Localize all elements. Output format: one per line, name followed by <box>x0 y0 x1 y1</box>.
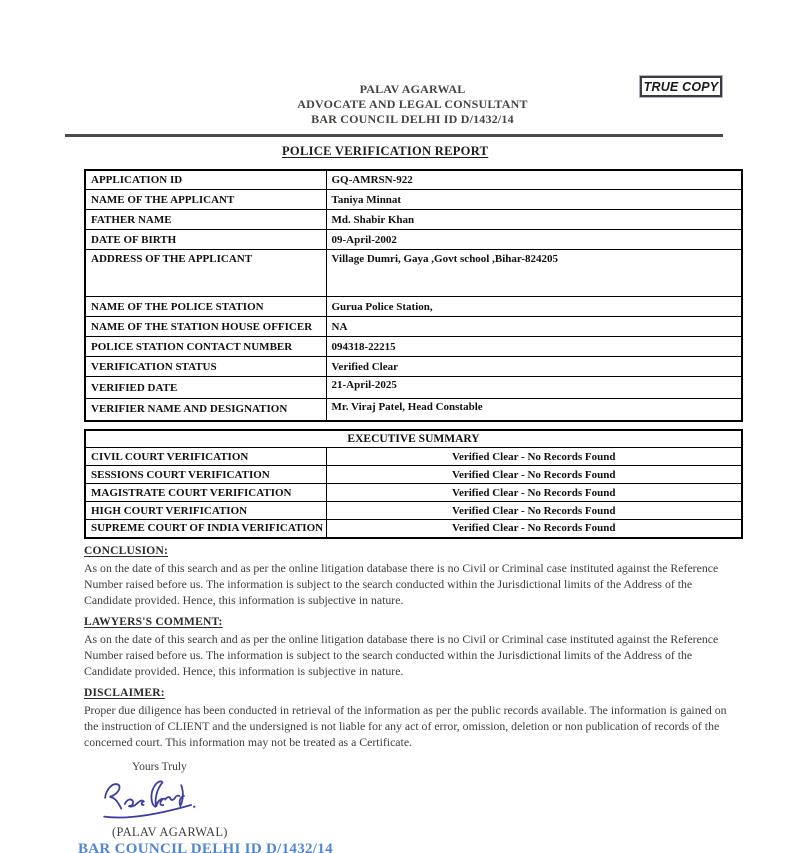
section-conclusion <box>84 545 741 608</box>
section-heading: CONCLUSION: <box>84 544 168 557</box>
page-title: POLICE VERIFICATION REPORT <box>282 143 489 158</box>
row-value: GQ-AMRSN-922 <box>326 170 742 190</box>
table-row <box>85 466 742 484</box>
table-row <box>85 399 742 421</box>
row-label: ADDRESS OF THE APPLICANT <box>85 250 326 297</box>
row-value: Verified Clear - No Records Found <box>326 448 742 466</box>
signatory-name: (PALAV AGARWAL) <box>112 824 228 839</box>
row-value: Verified Clear - No Records Found <box>326 484 742 502</box>
row-value: Taniya Minnat <box>326 190 742 210</box>
letterhead-bar-id: BAR COUNCIL DELHI ID D/1432/14 <box>311 112 514 126</box>
letterhead-role: ADVOCATE AND LEGAL CONSULTANT <box>297 97 528 111</box>
row-label: VERIFICATION STATUS <box>85 357 326 377</box>
handwritten-signature-icon <box>96 779 202 822</box>
table-row <box>85 377 742 399</box>
section-lawyers-comment <box>84 616 741 679</box>
table-row <box>85 337 742 357</box>
letterhead-name: PALAV AGARWAL <box>359 82 466 96</box>
section-body: As on the date of this search and as per the online litigation database there is no Civil or Criminal case instituted against the Reference Number raised before us. The information is subject to the search conducted within the Jurisdictional limits of the Address of the Candidate provided. Hence, this information is subjective in nature. <box>84 560 719 607</box>
row-label: NAME OF THE POLICE STATION <box>85 297 326 317</box>
executive-summary-table <box>84 429 743 539</box>
table-row <box>85 170 742 190</box>
row-label: MAGISTRATE COURT VERIFICATION <box>85 484 326 502</box>
row-value: NA <box>326 317 742 337</box>
section-body: As on the date of this search and as per the online litigation database there is no Civil or Criminal case instituted against the Reference Number raised before us. The information is subject to the search conducted within the Jurisdictional limits of the Address of the Candidate provided. Hence, this information is subjective in nature. <box>84 631 719 678</box>
row-label: HIGH COURT VERIFICATION <box>85 502 326 520</box>
table-row <box>85 230 742 250</box>
section-heading: DISCLAIMER: <box>84 686 165 699</box>
row-label: APPLICATION ID <box>85 170 326 190</box>
row-value: Verified Clear <box>326 357 742 377</box>
row-label: POLICE STATION CONTACT NUMBER <box>85 337 326 357</box>
table-row <box>85 250 742 297</box>
row-value: Mr. Viraj Patel, Head Constable <box>326 399 742 421</box>
table-row <box>85 448 742 466</box>
executive-summary-header-row <box>85 430 742 448</box>
executive-summary-title: EXECUTIVE SUMMARY <box>85 430 742 448</box>
row-label: VERIFIER NAME AND DESIGNATION <box>85 399 326 421</box>
row-value: Verified Clear - No Records Found <box>326 520 742 538</box>
row-value: Md. Shabir Khan <box>326 210 742 230</box>
salutation: Yours Truly <box>132 760 187 773</box>
row-label: SESSIONS COURT VERIFICATION <box>85 466 326 484</box>
table-row <box>85 190 742 210</box>
table-row <box>85 210 742 230</box>
row-value: Verified Clear - No Records Found <box>326 466 742 484</box>
row-value: 094318-22215 <box>326 337 742 357</box>
row-value: Village Dumri, Gaya ,Govt school ,Bihar-824205 <box>326 250 742 297</box>
true-copy-stamp-label: TRUE COPY <box>643 79 719 94</box>
report-table <box>84 169 743 422</box>
row-label: FATHER NAME <box>85 210 326 230</box>
table-row <box>85 502 742 520</box>
signatory-bar-id: BAR COUNCIL DELHI ID D/1432/14 <box>78 840 333 853</box>
row-value: Gurua Police Station, <box>326 297 742 317</box>
table-row <box>85 317 742 337</box>
row-label: NAME OF THE STATION HOUSE OFFICER <box>85 317 326 337</box>
row-label: CIVIL COURT VERIFICATION <box>85 448 326 466</box>
table-row <box>85 297 742 317</box>
section-disclaimer <box>84 687 741 750</box>
section-body: Proper due diligence has been conducted in retrieval of the information as per the public records available. The information is gained on the instruction of CLIENT and the undersigned is not liable for any act of error, omission, deletion or non publication of records of the concerned court. This information may not be treated as a Certificate. <box>84 702 727 749</box>
row-value: 21-April-2025 <box>326 377 742 399</box>
row-label: SUPREME COURT OF INDIA VERIFICATION <box>85 520 326 538</box>
closing-block <box>78 760 741 853</box>
title-row <box>84 137 741 160</box>
row-value: Verified Clear - No Records Found <box>326 502 742 520</box>
section-heading: LAWYERS'S COMMENT: <box>84 615 223 628</box>
row-label: NAME OF THE APPLICANT <box>85 190 326 210</box>
row-label: DATE OF BIRTH <box>85 230 326 250</box>
true-copy-stamp <box>640 76 722 97</box>
row-value: 09-April-2002 <box>326 230 742 250</box>
table-row <box>85 484 742 502</box>
table-row <box>85 357 742 377</box>
table-row <box>85 520 742 538</box>
row-label: VERIFIED DATE <box>85 377 326 399</box>
